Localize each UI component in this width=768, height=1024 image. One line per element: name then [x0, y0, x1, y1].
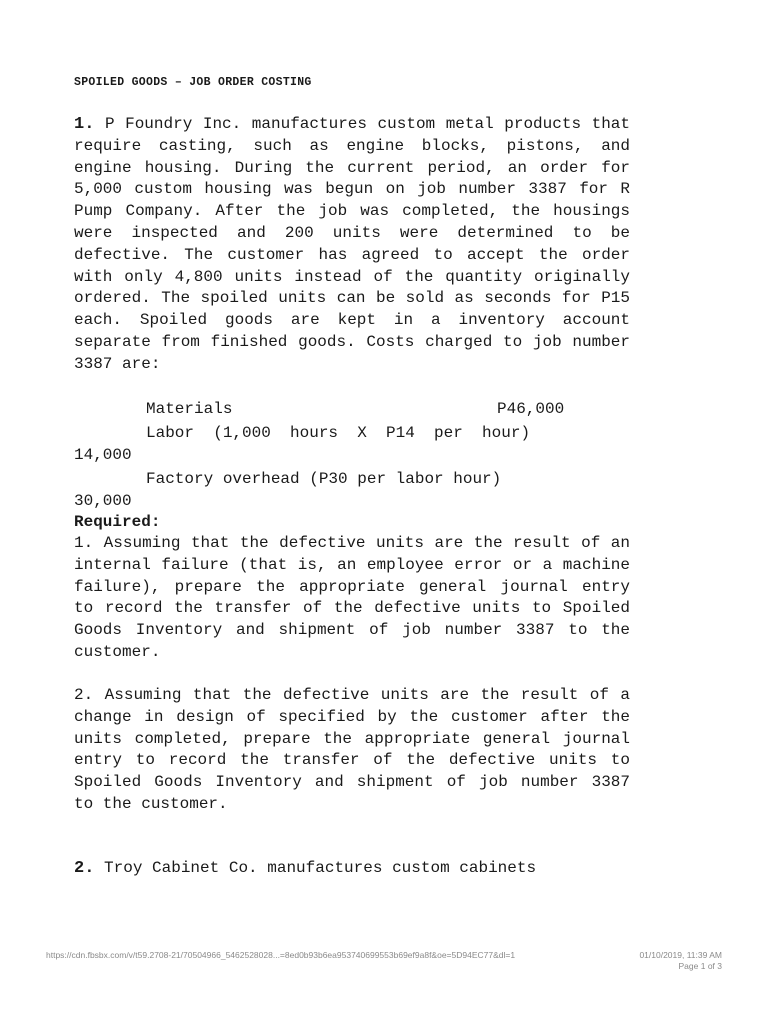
footer-page-number: Page 1 of 3	[678, 961, 722, 971]
problem-2-paragraph	[74, 858, 630, 880]
cost-materials-label: Materials	[146, 400, 233, 418]
required-heading: Required:	[74, 513, 161, 531]
cost-overhead-label: Factory overhead (P30 per labor hour)	[146, 470, 502, 488]
problem-1-text: P Foundry Inc. manufactures custom metal products that require casting, such as engine blocks, pistons, and engine housing. During the current period, an order for 5,000 custom housing was begun on job number 3387 for R Pump Company. After the job was completed, the housings were inspected and 200 units were determined to be defective. The customer has agreed to accept the order with only 4,800 units instead of the quantity originally ordered. The spoiled units can be sold as seconds for P15 each. Spoiled goods are kept in a inventory account separate from finished goods. Costs charged to job number 3387 are:	[74, 115, 630, 373]
requirement-2: 2. Assuming that the defective units are the result of a change in design of specified by the customer after the units completed, prepare the appropriate general journal entry to record the transfer of the defective units to Spoiled Goods Inventory and shipment of job number 3387 to the customer.	[74, 686, 630, 813]
cost-labor-value: 14,000	[74, 446, 132, 464]
cost-labor-label: Labor (1,000 hours X P14 per hour)	[146, 424, 531, 442]
problem-2-number: 2.	[74, 859, 95, 878]
footer-datetime: 01/10/2019, 11:39 AM	[639, 950, 722, 960]
cost-overhead-value: 30,000	[74, 492, 132, 510]
problem-1-number: 1.	[74, 115, 95, 134]
footer-info	[639, 950, 722, 972]
problem-1-paragraph	[74, 114, 630, 376]
problem-2-text: Troy Cabinet Co. manufactures custom cabinets	[104, 859, 537, 877]
requirement-1: 1. Assuming that the defective units are the result of an internal failure (that is, an employee error or a machine failure), prepare the appropriate general journal entry to record the transfer of the defective units to Spoiled Goods Inventory and shipment of job number 3387 to the customer.	[74, 534, 630, 661]
cost-materials-value: P46,000	[497, 400, 565, 418]
document-title: SPOILED GOODS – JOB ORDER COSTING	[74, 76, 312, 89]
footer-url: https://cdn.fbsbx.com/v/t59.2708-21/70504966_5462528028...=8ed0b93b6ea953740699553b69ef9a8f&oe=5D94EC77&dl=1	[46, 950, 516, 960]
